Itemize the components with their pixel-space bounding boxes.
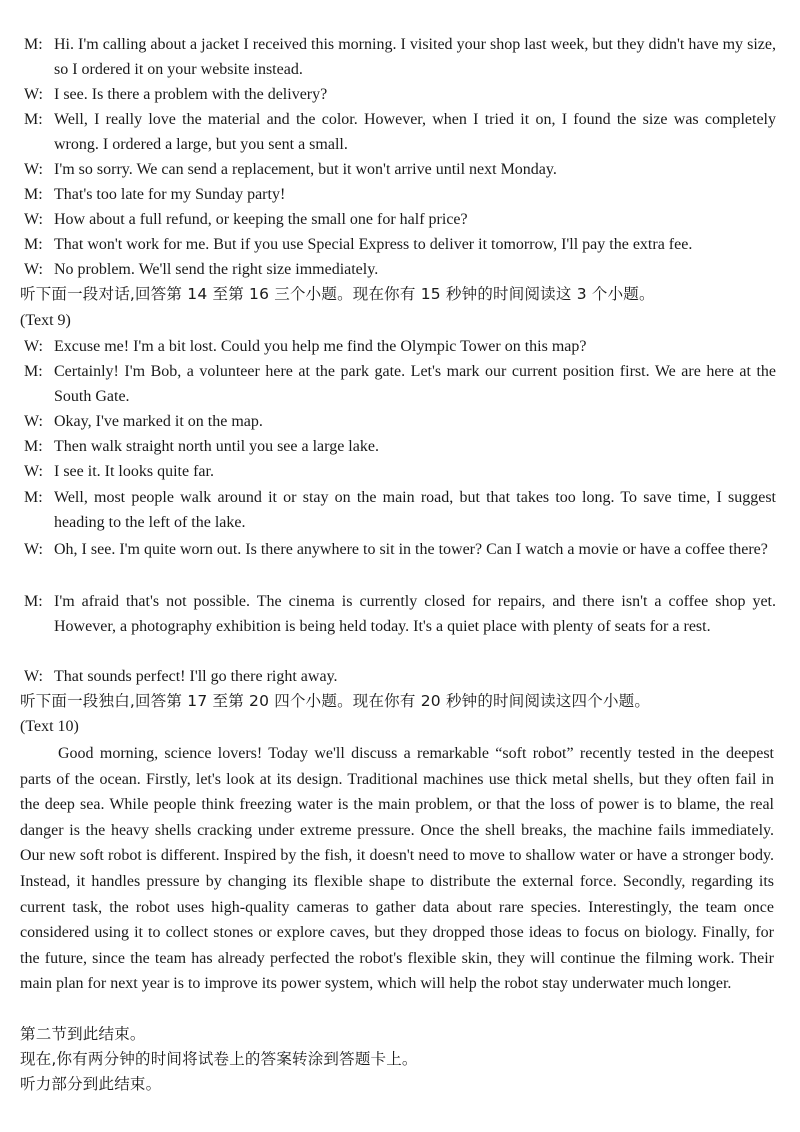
monologue-paragraph: Good morning, science lovers! Today we'll discuss a remarkable “soft robot” recently tested in the deepest parts of the ocean. Firstly, let's look at its design. Traditional machines use thick metal shells, but they often fail in the deep sea. While people think freezing water is the main problem, or that the loss of power is to blame, the real danger is the heavy shells cracking under extreme pressure. Once the shell breaks, the machine fails immediately. Our new soft robot is different. Inspired by the fish, it doesn't need to move to shallow water or have a stronger body. Instead, it handles pressure by changing its flexible shape to distribute the external force. Secondly, regarding its current task, the robot uses high-quality cameras to gather data about rare species. Interestingly, the team once considered using it to collect stones or explore caves, but they dropped those ideas to focus on biology. Finally, for the future, since the team has already perfected the robot's flexible skin, they will continue the filming work. Their main plan for next year is to improve its power system, which will help the robot stay underwater much longer.: [20, 745, 774, 993]
speaker-label: M:: [24, 186, 43, 203]
section-end-notice: 第二节到此结束。: [20, 1025, 146, 1043]
speaker-label: W:: [24, 541, 43, 558]
listening-end-notice: 听力部分到此结束。: [20, 1075, 162, 1093]
dialogue-turn: [24, 485, 776, 535]
utterance: That's too late for my Sunday party!: [54, 186, 286, 203]
utterance: Then walk straight north until you see a large lake.: [54, 438, 379, 455]
dialogue-turn: [24, 207, 776, 232]
answer-transfer-notice: 现在,你有两分钟的时间将试卷上的答案转涂到答题卡上。: [20, 1050, 418, 1068]
utterance: Hi. I'm calling about a jacket I received this morning. I visited your shop last week, but they didn't have my size, so I ordered it on your website instead.: [54, 36, 776, 78]
text-label: (Text 10): [20, 718, 79, 735]
utterance: Well, most people walk around it or stay on the main road, but that takes too long. To save time, I suggest heading to the left of the lake.: [54, 489, 776, 531]
dialogue-turn: [24, 664, 776, 689]
dialogue-turn: [24, 257, 776, 282]
speaker-label: M:: [24, 489, 43, 506]
speaker-label: M:: [24, 236, 43, 253]
utterance: Okay, I've marked it on the map.: [54, 413, 263, 430]
dialogue-turn: [24, 82, 776, 107]
dialogue-turn: [24, 157, 776, 182]
dialogue-turn: [24, 537, 776, 562]
text-label: (Text 9): [20, 312, 71, 329]
utterance: Oh, I see. I'm quite worn out. Is there anywhere to sit in the tower? Can I watch a movie or have a coffee there?: [54, 541, 768, 558]
dialogue-turn: [24, 182, 776, 207]
speaker-label: M:: [24, 438, 43, 455]
utterance: I see. Is there a problem with the delivery?: [54, 86, 328, 103]
utterance: I'm afraid that's not possible. The cinema is currently closed for repairs, and there isn't a coffee shop yet. However, a photography exhibition is being held today. It's a quiet place with plenty of seats for a rest.: [54, 593, 776, 635]
dialogue-turn: [24, 232, 776, 257]
dialogue-turn: [24, 459, 776, 484]
utterance: Certainly! I'm Bob, a volunteer here at the park gate. Let's mark our current position first. We are here at the South Gate.: [54, 363, 776, 405]
speaker-label: W:: [24, 463, 43, 480]
dialogue-turn: [24, 32, 776, 82]
dialogue-turn: [24, 434, 776, 459]
listening-instruction: 听下面一段独白,回答第 17 至第 20 四个小题。现在你有 20 秒钟的时间阅读这四个小题。: [20, 692, 651, 710]
speaker-label: W:: [24, 261, 43, 278]
utterance: I see it. It looks quite far.: [54, 463, 214, 480]
speaker-label: M:: [24, 36, 43, 53]
utterance: That won't work for me. But if you use Special Express to deliver it tomorrow, I'll pay the extra fee.: [54, 236, 693, 253]
speaker-label: M:: [24, 363, 43, 380]
speaker-label: W:: [24, 413, 43, 430]
dialogue-turn: [24, 589, 776, 639]
speaker-label: W:: [24, 86, 43, 103]
utterance: That sounds perfect! I'll go there right away.: [54, 668, 338, 685]
speaker-label: M:: [24, 593, 43, 610]
utterance: No problem. We'll send the right size immediately.: [54, 261, 379, 278]
utterance: I'm so sorry. We can send a replacement, but it won't arrive until next Monday.: [54, 161, 557, 178]
speaker-label: W:: [24, 211, 43, 228]
speaker-label: M:: [24, 111, 43, 128]
speaker-label: W:: [24, 338, 43, 355]
dialogue-turn: [24, 107, 776, 157]
speaker-label: W:: [24, 668, 43, 685]
dialogue-turn: [24, 409, 776, 434]
speaker-label: W:: [24, 161, 43, 178]
dialogue-turn: [24, 359, 776, 409]
listening-instruction: 听下面一段对话,回答第 14 至第 16 三个小题。现在你有 15 秒钟的时间阅读这 3 个小题。: [20, 285, 655, 303]
utterance: Well, I really love the material and the color. However, when I tried it on, I found the size was completely wrong. I ordered a large, but you sent a small.: [54, 111, 776, 153]
dialogue-turn: [24, 334, 776, 359]
utterance: Excuse me! I'm a bit lost. Could you help me find the Olympic Tower on this map?: [54, 338, 587, 355]
utterance: How about a full refund, or keeping the small one for half price?: [54, 211, 468, 228]
